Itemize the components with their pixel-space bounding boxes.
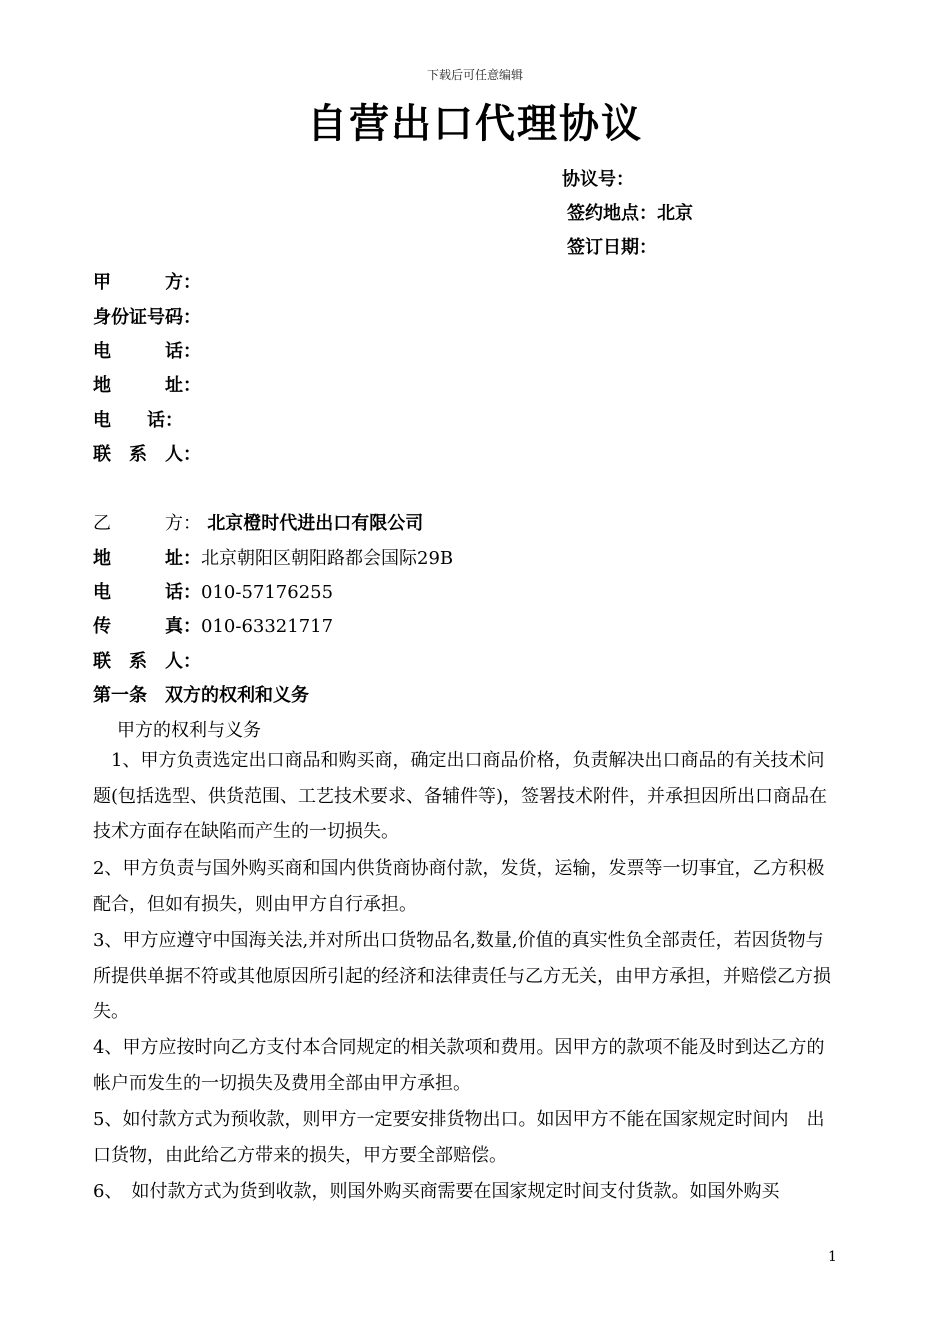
- party-a-name-row: [93, 268, 201, 294]
- agreement-no-label: 协议号：: [562, 169, 634, 190]
- clause-item: 4、甲方应按时向乙方支付本合同规定的相关款项和费用。因甲方的款项不能及时到达乙方的帐户而发生的一切损失及费用全部由甲方承担。: [93, 1037, 825, 1094]
- party-b-phone-value: 010-57176255: [201, 582, 334, 603]
- party-b-contact-label: 联 系 人：: [93, 651, 201, 672]
- signing-place: [567, 199, 693, 225]
- party-a-contact-label: 联 系 人：: [93, 444, 201, 465]
- header-note: 下载后可任意编辑: [426, 68, 523, 82]
- party-b-fax-label: 传 真：: [93, 616, 201, 637]
- signing-date-label: 签订日期：: [567, 237, 657, 258]
- party-a-phone2-label: 电 话：: [93, 410, 183, 431]
- party-b-phone-row: [93, 578, 333, 604]
- clause-item: 6、 如付款方式为货到收款，则国外购买商需要在国家规定时间支付货款。如国外购买: [93, 1181, 780, 1202]
- party-b-address-value: 北京朝阳区朝阳路都会国际29B: [201, 548, 454, 569]
- party-b-fax-row: [93, 612, 333, 638]
- clause-item: 3、甲方应遵守中国海关法,并对所出口货物品名,数量,价值的真实性负全部责任，若因货物与所提供单据不符或其他原因所引起的经济和法律责任与乙方无关，由甲方承担，并赔偿乙方损失。: [93, 930, 831, 1022]
- party-a-address-label: 地 址：: [93, 375, 201, 396]
- party-a-id-row: [93, 303, 201, 329]
- clause-item: 5、如付款方式为预收款，则甲方一定要安排货物出口。如因甲方不能在国家规定时间内 出口货物，由此给乙方带来的损失，甲方要全部赔偿。: [93, 1109, 825, 1166]
- party-a-phone2-row: [93, 406, 183, 432]
- party-b-phone-label: 电 话：: [93, 582, 201, 603]
- party-b-fax-value: 010-63321717: [201, 616, 334, 637]
- party-b-name-label: 乙 方：: [93, 513, 201, 534]
- party-b-contact-row: [93, 647, 201, 673]
- signing-place-value: 北京: [657, 203, 693, 224]
- party-a-contact-row: [93, 440, 201, 466]
- clause-item: 2、甲方负责与国外购买商和国内供货商协商付款，发货，运输，发票等一切事宜，乙方积极配合，但如有损失，则由甲方自行承担。: [93, 858, 825, 915]
- party-b-address-label: 地 址：: [93, 548, 201, 569]
- section-1-heading: 第一条 双方的权利和义务: [93, 685, 309, 706]
- party-a-phone-label: 电 话：: [93, 341, 201, 362]
- party-b-name-value: 北京橙时代进出口有限公司: [201, 513, 424, 534]
- party-b-name-row: [93, 509, 423, 535]
- signing-place-label: 签约地点：: [567, 203, 657, 224]
- clause-item: 1、甲方负责选定出口商品和购买商，确定出口商品价格，负责解决出口商品的有关技术问题(包括选型、供货范围、工艺技术要求、备辅件等)，签署技术附件，并承担因所出口商品在技术方面存在缺陷而产生的一切损失。: [93, 750, 828, 842]
- document-title: 自营出口代理协议: [307, 100, 643, 147]
- party-a-address-row: [93, 371, 201, 397]
- page-number: 1: [828, 1249, 837, 1265]
- section-1-subheading: 甲方的权利与义务: [117, 720, 261, 741]
- party-a-phone-row: [93, 337, 201, 363]
- party-a-id-label: 身份证号码：: [93, 307, 201, 328]
- party-a-name-label: 甲 方：: [93, 272, 201, 293]
- party-b-address-row: [93, 544, 453, 570]
